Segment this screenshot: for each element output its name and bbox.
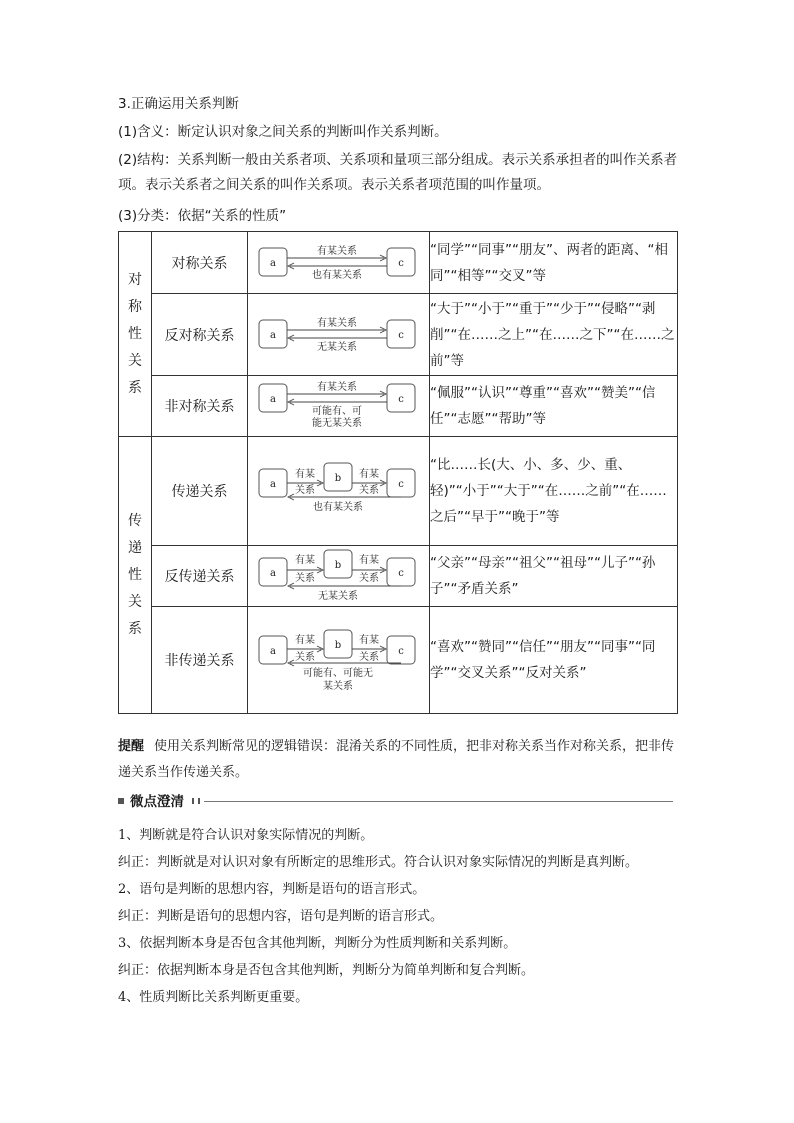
reminder-note bbox=[118, 734, 678, 786]
relation-name: 反传递关系 bbox=[152, 546, 248, 607]
relation-name: 传递关系 bbox=[152, 437, 248, 546]
nonsymmetric-diagram bbox=[249, 376, 429, 436]
clarify-item: 4、性质判断比关系判断更重要。 bbox=[118, 990, 309, 1005]
clarify-item: 1、判断就是符合认识对象实际情况的判断。 bbox=[118, 828, 374, 843]
svg-text:a: a bbox=[269, 329, 276, 341]
svg-text:c: c bbox=[397, 329, 404, 341]
relation-diagram bbox=[248, 376, 430, 437]
classification-paragraph: (3)分类：依据“关系的性质” bbox=[118, 208, 287, 224]
antisymmetric-diagram bbox=[249, 305, 429, 365]
clarify-title: 微点澄清 bbox=[130, 794, 184, 810]
relation-examples: “父亲”“母亲”“祖父”“祖母”“儿子”“孙子”“矛盾关系” bbox=[430, 546, 678, 607]
svg-text:可能有、可: 可能有、可 bbox=[311, 406, 362, 417]
table-row bbox=[119, 607, 678, 714]
svg-text:关系: 关系 bbox=[358, 652, 379, 663]
table-row bbox=[119, 437, 678, 546]
svg-text:a: a bbox=[269, 568, 276, 579]
clarify-correction: 纠正：依据判断本身是否包含其他判断，判断分为简单判断和复合判断。 bbox=[118, 963, 535, 978]
table-row bbox=[119, 546, 678, 607]
svg-text:有某关系: 有某关系 bbox=[316, 382, 357, 393]
transitive-diagram bbox=[249, 461, 429, 521]
clarify-section-header bbox=[118, 792, 673, 812]
relation-table bbox=[118, 231, 678, 714]
svg-text:无某关系: 无某关系 bbox=[317, 591, 358, 602]
relation-name: 非传递关系 bbox=[152, 607, 248, 714]
svg-text:有某: 有某 bbox=[294, 469, 315, 480]
relation-examples: “佩服”“认识”“尊重”“喜欢”“赞美”“信任”“志愿”“帮助”等 bbox=[430, 376, 678, 437]
symmetric-diagram bbox=[249, 233, 429, 293]
svg-text:有某: 有某 bbox=[294, 635, 315, 646]
relation-diagram bbox=[248, 294, 430, 376]
group-label-symmetric: 对 称 性 关 系 bbox=[119, 232, 152, 437]
section-heading: 3.正确运用关系判断 bbox=[118, 96, 239, 112]
svg-text:关系: 关系 bbox=[358, 573, 379, 584]
reminder-text: 使用关系判断常见的逻辑错误：混淆关系的不同性质，把非对称关系当作对称关系，把非传递关系当作传递关系。 bbox=[118, 739, 675, 780]
relation-diagram bbox=[248, 232, 430, 294]
svg-text:c: c bbox=[397, 479, 404, 490]
svg-text:某关系: 某关系 bbox=[322, 681, 353, 692]
definition-paragraph: (1)含义：断定认识对象之间关系的判断叫作关系判断。 bbox=[118, 124, 448, 140]
svg-text:c: c bbox=[397, 257, 404, 269]
svg-text:关系: 关系 bbox=[294, 485, 315, 496]
svg-text:有某: 有某 bbox=[294, 555, 315, 566]
svg-text:关系: 关系 bbox=[358, 485, 379, 496]
clarify-correction: 纠正：判断是语句的思想内容，语句是判断的语言形式。 bbox=[118, 909, 444, 924]
structure-paragraph: (2)结构：关系判断一般由关系者项、关系项和量项三部分组成。表示关系承担者的叫作关系者项。表示关系者之间关系的叫作关系项。表示关系者项范围的叫作量项。 bbox=[118, 152, 678, 193]
svg-text:a: a bbox=[269, 394, 276, 405]
svg-text:c: c bbox=[397, 394, 404, 405]
svg-text:c: c bbox=[397, 646, 404, 657]
svg-text:c: c bbox=[397, 568, 404, 579]
relation-name: 对称关系 bbox=[152, 232, 248, 294]
reminder-label: 提醒 bbox=[118, 739, 145, 754]
relation-name: 非对称关系 bbox=[152, 376, 248, 437]
table-row bbox=[119, 294, 678, 376]
clarify-item: 2、语句是判断的思想内容，判断是语句的语言形式。 bbox=[118, 882, 426, 897]
svg-text:a: a bbox=[269, 257, 276, 269]
svg-text:关系: 关系 bbox=[294, 652, 315, 663]
table-row bbox=[119, 376, 678, 437]
relation-diagram bbox=[248, 437, 430, 546]
svg-text:可能有、可能无: 可能有、可能无 bbox=[302, 668, 373, 679]
relation-examples: “喜欢”“赞同”“信任”“朋友”“同事”“同学”“交叉关系”“反对关系” bbox=[430, 607, 678, 714]
svg-text:也有某关系: 也有某关系 bbox=[312, 502, 363, 513]
svg-text:能无某关系: 能无某关系 bbox=[311, 418, 362, 429]
svg-text:也有某关系: 也有某关系 bbox=[311, 269, 362, 281]
section-divider bbox=[204, 801, 673, 802]
nontransitive-diagram bbox=[249, 630, 429, 690]
relation-examples: “比……长(大、小、多、少、重、轻)”“小于”“大于”“在……之前”“在……之后”“早于”“晚于”等 bbox=[430, 437, 678, 546]
svg-text:a: a bbox=[269, 479, 276, 490]
group-label-transitive: 传 递 性 关 系 bbox=[119, 437, 152, 714]
svg-text:关系: 关系 bbox=[294, 573, 315, 584]
svg-text:b: b bbox=[334, 640, 341, 651]
double-bar-icon bbox=[192, 798, 200, 804]
svg-text:有某: 有某 bbox=[358, 469, 379, 480]
svg-text:a: a bbox=[269, 646, 276, 657]
svg-text:有某: 有某 bbox=[358, 555, 379, 566]
clarify-correction: 纠正：判断就是对认识对象有所断定的思维形式。符合认识对象实际情况的判断是真判断。 bbox=[118, 855, 639, 870]
svg-text:b: b bbox=[334, 560, 341, 571]
svg-text:有某: 有某 bbox=[358, 635, 379, 646]
svg-text:有某关系: 有某关系 bbox=[316, 317, 357, 329]
svg-text:有某关系: 有某关系 bbox=[316, 245, 357, 257]
relation-diagram bbox=[248, 546, 430, 607]
svg-text:无某关系: 无某关系 bbox=[316, 341, 357, 353]
relation-examples: “大于”“小于”“重于”“少于”“侵略”“剥削”“在……之上”“在……之下”“在……之前”等 bbox=[430, 294, 678, 376]
relation-examples: “同学”“同事”“朋友”、两者的距离、“相同”“相等”“交叉”等 bbox=[430, 232, 678, 294]
relation-diagram bbox=[248, 607, 430, 714]
relation-name: 反对称关系 bbox=[152, 294, 248, 376]
square-bullet-icon bbox=[118, 798, 124, 804]
antitransitive-diagram bbox=[249, 546, 429, 606]
table-row bbox=[119, 232, 678, 294]
clarify-item: 3、依据判断本身是否包含其他判断，判断分为性质判断和关系判断。 bbox=[118, 936, 517, 951]
svg-text:b: b bbox=[334, 473, 341, 484]
